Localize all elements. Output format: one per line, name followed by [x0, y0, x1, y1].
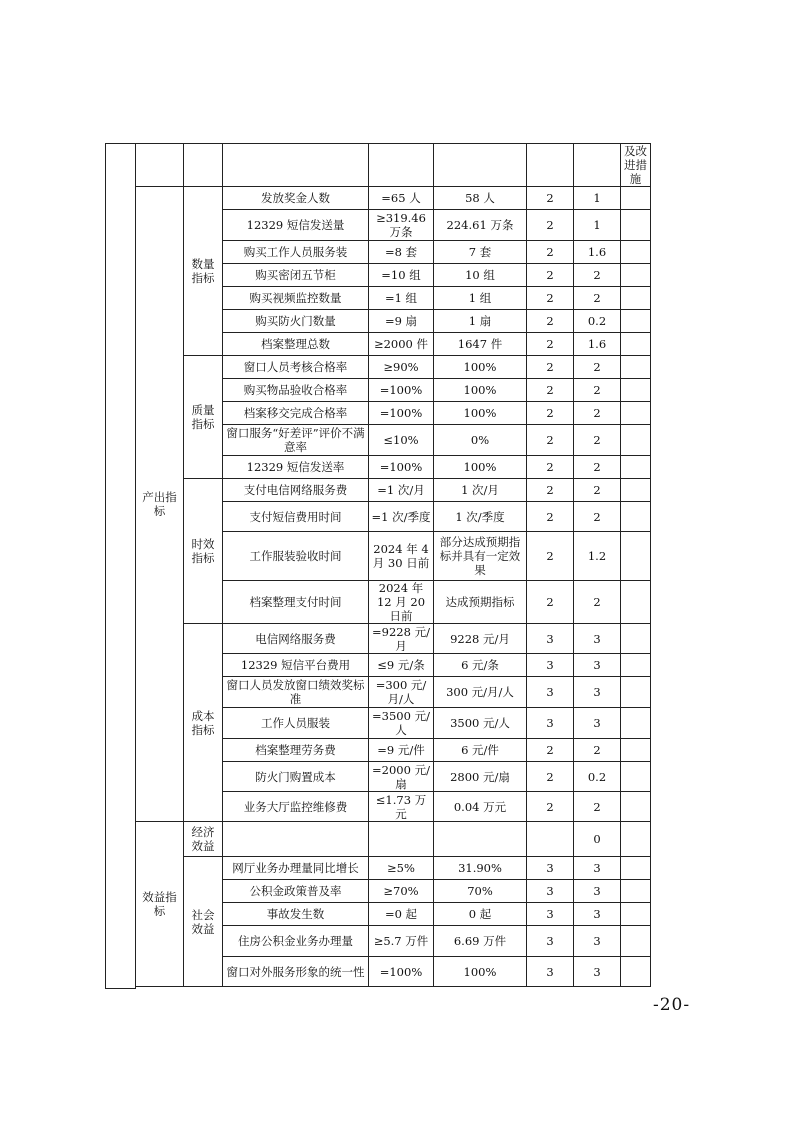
target-cell: ≥70%: [369, 880, 434, 903]
target-cell: =10 组: [369, 264, 434, 287]
actual-cell: 31.90%: [434, 857, 527, 880]
actual-cell: 224.61 万条: [434, 210, 527, 241]
indicator-cell: 窗口服务“好差评”评价不满意率: [223, 425, 369, 456]
weight-cell: 2: [527, 762, 574, 792]
target-cell: ≤1.73 万元: [369, 792, 434, 822]
score-cell: 0.2: [574, 762, 621, 792]
weight-cell: 2: [527, 402, 574, 425]
actual-cell: 1 扇: [434, 310, 527, 333]
remarks-cell: [621, 241, 651, 264]
indicator-cell: 档案整理支付时间: [223, 581, 369, 624]
score-cell: 2: [574, 739, 621, 762]
weight-cell: 2: [527, 792, 574, 822]
target-cell: [369, 822, 434, 857]
remarks-cell: [621, 287, 651, 310]
actual-cell: 0 起: [434, 903, 527, 926]
actual-cell: 6.69 万件: [434, 926, 527, 957]
weight-cell: 2: [527, 264, 574, 287]
economic-group-label: 经济效益: [184, 822, 223, 857]
target-cell: =9 元/件: [369, 739, 434, 762]
weight-cell: 2: [527, 532, 574, 581]
performance-table: [105, 143, 651, 989]
indicator-cell: 电信网络服务费: [223, 624, 369, 654]
score-cell: 3: [574, 926, 621, 957]
score-cell: 2: [574, 502, 621, 532]
actual-cell: 1 组: [434, 287, 527, 310]
empty-cell: [434, 144, 527, 187]
score-cell: 3: [574, 708, 621, 739]
target-cell: =3500 元/人: [369, 708, 434, 739]
benefit-group-label: 效益指标: [136, 822, 184, 987]
indicator-cell: 档案整理总数: [223, 333, 369, 356]
score-cell: 3: [574, 624, 621, 654]
remarks-cell: [621, 926, 651, 957]
indicator-cell: 住房公积金业务办理量: [223, 926, 369, 957]
indicator-cell: 购买工作人员服务装: [223, 241, 369, 264]
weight-cell: 2: [527, 425, 574, 456]
target-cell: ≥5.7 万件: [369, 926, 434, 957]
table-row: [106, 624, 651, 654]
target-cell: =65 人: [369, 187, 434, 210]
indicator-cell: 12329 短信平台费用: [223, 654, 369, 677]
empty-cell: [369, 144, 434, 187]
remarks-cell: [621, 654, 651, 677]
quality-group-label: 质量指标: [184, 356, 223, 479]
actual-cell: 100%: [434, 456, 527, 479]
weight-cell: [527, 822, 574, 857]
target-cell: ≥5%: [369, 857, 434, 880]
indicator-cell: 12329 短信发送率: [223, 456, 369, 479]
empty-cell: [136, 144, 184, 187]
weight-cell: 2: [527, 739, 574, 762]
empty-cell: [574, 144, 621, 187]
actual-cell: 部分达成预期指标并具有一定效果: [434, 532, 527, 581]
weight-cell: 3: [527, 677, 574, 708]
weight-cell: 2: [527, 333, 574, 356]
actual-cell: 1647 件: [434, 333, 527, 356]
quantity-group-label: 数量指标: [184, 187, 223, 356]
remarks-cell: [621, 210, 651, 241]
target-cell: =8 套: [369, 241, 434, 264]
target-cell: =300 元/月/人: [369, 677, 434, 708]
score-cell: 2: [574, 581, 621, 624]
weight-cell: 3: [527, 624, 574, 654]
actual-cell: 100%: [434, 356, 527, 379]
remarks-cell: [621, 310, 651, 333]
score-cell: 1: [574, 210, 621, 241]
score-cell: 1.2: [574, 532, 621, 581]
weight-cell: 2: [527, 479, 574, 502]
table-row: [106, 857, 651, 880]
remarks-cell: [621, 677, 651, 708]
target-cell: =1 次/月: [369, 479, 434, 502]
score-cell: 3: [574, 903, 621, 926]
page-number: -20-: [653, 995, 691, 1015]
target-cell: ≥319.46 万条: [369, 210, 434, 241]
indicator-cell: [223, 822, 369, 857]
actual-cell: 58 人: [434, 187, 527, 210]
weight-cell: 2: [527, 310, 574, 333]
remarks-cell: [621, 957, 651, 987]
indicator-cell: 档案移交完成合格率: [223, 402, 369, 425]
remarks-cell: [621, 502, 651, 532]
remarks-cell: [621, 708, 651, 739]
score-cell: 1: [574, 187, 621, 210]
empty-cell: [223, 144, 369, 187]
weight-cell: 3: [527, 708, 574, 739]
actual-cell: 1 次/月: [434, 479, 527, 502]
remarks-cell: [621, 762, 651, 792]
target-cell: =9228 元/月: [369, 624, 434, 654]
indicator-cell: 窗口人员考核合格率: [223, 356, 369, 379]
weight-cell: 3: [527, 857, 574, 880]
actual-cell: 7 套: [434, 241, 527, 264]
indicator-cell: 窗口对外服务形象的统一性: [223, 957, 369, 987]
weight-cell: 3: [527, 957, 574, 987]
indicator-cell: 事故发生数: [223, 903, 369, 926]
target-cell: =9 扇: [369, 310, 434, 333]
score-cell: 1.6: [574, 241, 621, 264]
actual-cell: 100%: [434, 957, 527, 987]
remarks-cell: [621, 379, 651, 402]
actual-cell: 0.04 万元: [434, 792, 527, 822]
score-cell: 2: [574, 356, 621, 379]
remarks-cell: [621, 456, 651, 479]
target-cell: =100%: [369, 402, 434, 425]
actual-cell: 6 元/条: [434, 654, 527, 677]
indicator-cell: 发放奖金人数: [223, 187, 369, 210]
target-cell: 2024 年 4 月 30 日前: [369, 532, 434, 581]
target-cell: ≥90%: [369, 356, 434, 379]
table-bottom-row: [106, 987, 651, 989]
remarks-cell: [621, 264, 651, 287]
indicator-cell: 档案整理劳务费: [223, 739, 369, 762]
weight-cell: 2: [527, 456, 574, 479]
actual-cell: 300 元/月/人: [434, 677, 527, 708]
remarks-cell: [621, 425, 651, 456]
score-cell: 2: [574, 379, 621, 402]
remarks-cell: [621, 624, 651, 654]
weight-cell: 3: [527, 654, 574, 677]
score-cell: 1.6: [574, 333, 621, 356]
actual-cell: 9228 元/月: [434, 624, 527, 654]
target-cell: =0 起: [369, 903, 434, 926]
table-row: [106, 479, 651, 502]
score-cell: 3: [574, 654, 621, 677]
actual-cell: 达成预期指标: [434, 581, 527, 624]
target-cell: 2024 年 12 月 20 日前: [369, 581, 434, 624]
indicator-cell: 12329 短信发送量: [223, 210, 369, 241]
remarks-cell: [621, 402, 651, 425]
empty-cell: [527, 144, 574, 187]
target-cell: =2000 元/扇: [369, 762, 434, 792]
actual-cell: 10 组: [434, 264, 527, 287]
target-cell: =100%: [369, 456, 434, 479]
score-cell: 2: [574, 264, 621, 287]
score-cell: 3: [574, 857, 621, 880]
indicator-cell: 购买密闭五节柜: [223, 264, 369, 287]
table-row: [106, 822, 651, 857]
weight-cell: 2: [527, 187, 574, 210]
indicator-cell: 支付短信费用时间: [223, 502, 369, 532]
score-cell: 3: [574, 957, 621, 987]
target-cell: =100%: [369, 379, 434, 402]
weight-cell: 3: [527, 926, 574, 957]
social-group-label: 社会效益: [184, 857, 223, 987]
weight-cell: 2: [527, 356, 574, 379]
indicator-cell: 支付电信网络服务费: [223, 479, 369, 502]
empty-cell: [184, 144, 223, 187]
target-cell: =1 次/季度: [369, 502, 434, 532]
indicator-cell: 公积金政策普及率: [223, 880, 369, 903]
score-cell: 2: [574, 287, 621, 310]
remarks-header: 及改进措施: [621, 144, 651, 187]
score-cell: 2: [574, 456, 621, 479]
indicator-cell: 窗口人员发放窗口绩效奖标准: [223, 677, 369, 708]
actual-cell: 2800 元/扇: [434, 762, 527, 792]
actual-cell: 0%: [434, 425, 527, 456]
score-cell: 2: [574, 792, 621, 822]
indicator-cell: 购买物品验收合格率: [223, 379, 369, 402]
timeliness-group-label: 时效指标: [184, 479, 223, 624]
weight-cell: 2: [527, 379, 574, 402]
table-row: [106, 187, 651, 210]
actual-cell: 3500 元/人: [434, 708, 527, 739]
score-cell: 0: [574, 822, 621, 857]
score-cell: 3: [574, 677, 621, 708]
remarks-cell: [621, 187, 651, 210]
remarks-cell: [621, 356, 651, 379]
remarks-cell: [621, 479, 651, 502]
indicator-cell: 购买视频监控数量: [223, 287, 369, 310]
weight-cell: 3: [527, 880, 574, 903]
weight-cell: 2: [527, 581, 574, 624]
remarks-cell: [621, 792, 651, 822]
score-cell: 0.2: [574, 310, 621, 333]
table-row: [106, 356, 651, 379]
target-cell: =100%: [369, 957, 434, 987]
weight-cell: 3: [527, 903, 574, 926]
target-cell: ≥2000 件: [369, 333, 434, 356]
remarks-cell: [621, 857, 651, 880]
remarks-cell: [621, 581, 651, 624]
indicator-cell: 工作服装验收时间: [223, 532, 369, 581]
output-group-label: 产出指标: [136, 187, 184, 822]
target-cell: ≤9 元/条: [369, 654, 434, 677]
remarks-cell: [621, 822, 651, 857]
weight-cell: 2: [527, 241, 574, 264]
remarks-cell: [621, 880, 651, 903]
target-cell: ≤10%: [369, 425, 434, 456]
remarks-cell: [621, 903, 651, 926]
weight-cell: 2: [527, 502, 574, 532]
remarks-cell: [621, 333, 651, 356]
actual-cell: [434, 822, 527, 857]
indicator-cell: 购买防火门数量: [223, 310, 369, 333]
target-cell: =1 组: [369, 287, 434, 310]
cost-group-label: 成本指标: [184, 624, 223, 822]
score-cell: 2: [574, 402, 621, 425]
header-row: [106, 144, 651, 187]
actual-cell: 100%: [434, 379, 527, 402]
score-cell: 2: [574, 425, 621, 456]
actual-cell: 100%: [434, 402, 527, 425]
actual-cell: 1 次/季度: [434, 502, 527, 532]
indicator-cell: 网厅业务办理量同比增长: [223, 857, 369, 880]
first-column-cell: [106, 144, 136, 989]
indicator-cell: 防火门购置成本: [223, 762, 369, 792]
remarks-cell: [621, 532, 651, 581]
score-cell: 3: [574, 880, 621, 903]
actual-cell: 6 元/件: [434, 739, 527, 762]
score-cell: 2: [574, 479, 621, 502]
indicator-cell: 工作人员服装: [223, 708, 369, 739]
indicator-cell: 业务大厅监控维修费: [223, 792, 369, 822]
weight-cell: 2: [527, 287, 574, 310]
weight-cell: 2: [527, 210, 574, 241]
actual-cell: 70%: [434, 880, 527, 903]
remarks-cell: [621, 739, 651, 762]
